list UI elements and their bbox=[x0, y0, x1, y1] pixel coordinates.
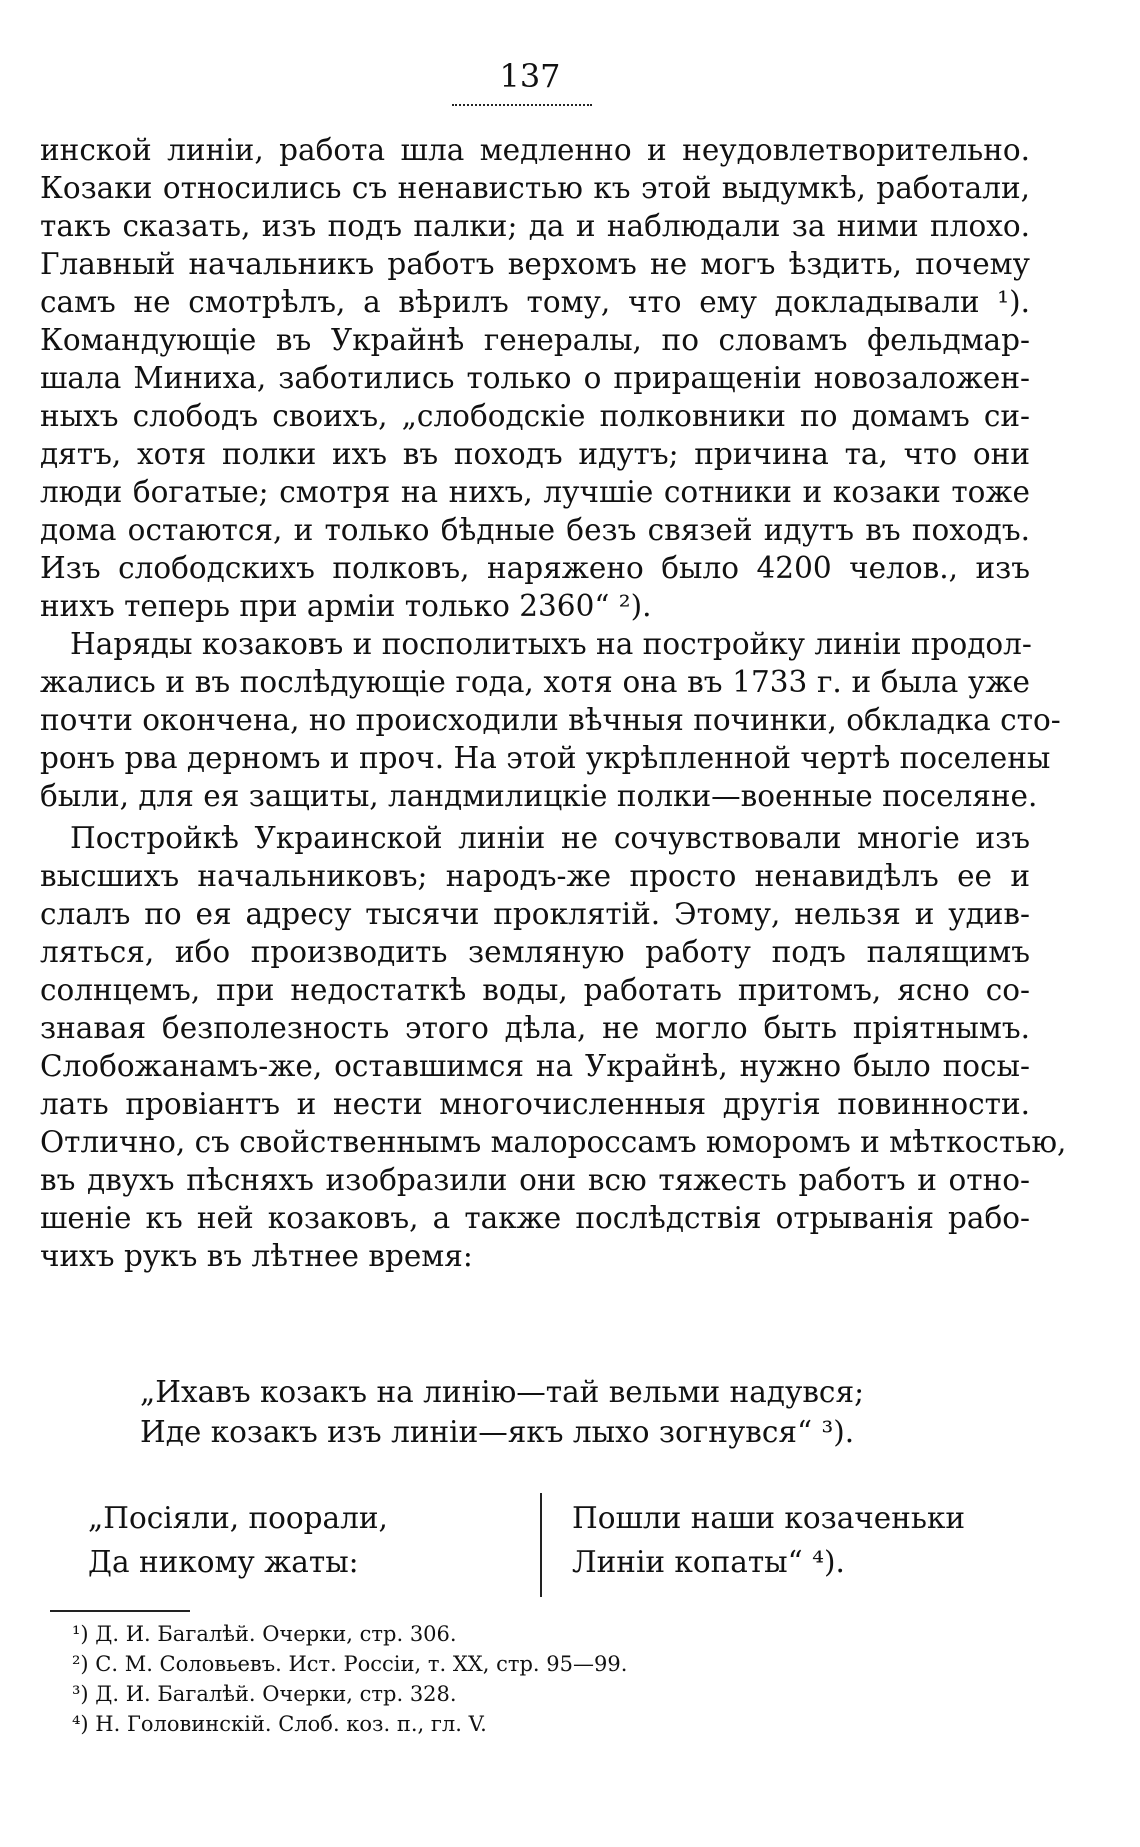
text-line: лать провіантъ и нести многочисленныя другія повинности. bbox=[40, 1087, 1030, 1121]
text-line: ляться, ибо производить земляную работу подъ палящимъ bbox=[40, 935, 1030, 969]
footnote: ¹) Д. И. Багалѣй. Очерки, стр. 306. bbox=[72, 1622, 457, 1646]
text-line: Главный начальникъ работъ верхомъ не могъ ѣздить, почему bbox=[40, 247, 1030, 281]
verse-line: Пошли наши козаченьки bbox=[572, 1501, 966, 1535]
text-line: Постройкѣ Украинской линіи не сочувствовали многіе изъ bbox=[70, 821, 1030, 855]
text-line: ныхъ слободъ своихъ, „слободскіе полковники по домамъ си- bbox=[40, 399, 1030, 433]
text-line: ронъ рва дерномъ и проч. На этой укрѣпленной чертѣ поселены bbox=[40, 741, 1051, 775]
text-line: Наряды козаковъ и посполитыхъ на постройку линіи продол- bbox=[70, 627, 1032, 661]
text-line: шала Миниха, заботились только о приращеніи новозаложен- bbox=[40, 361, 1030, 395]
text-line: въ двухъ пѣсняхъ изобразили они всю тяжесть работъ и отно- bbox=[40, 1163, 1030, 1197]
text-line: дома остаются, и только бѣдные безъ связей идутъ въ походъ. bbox=[40, 513, 1030, 547]
text-line: Изъ слободскихъ полковъ, наряжено было 4200 челов., изъ bbox=[40, 551, 1030, 585]
text-line: солнцемъ, при недостаткѣ воды, работать притомъ, ясно со- bbox=[40, 973, 1030, 1007]
verse-line: Линіи копаты“ ⁴). bbox=[572, 1545, 845, 1579]
text-line: нихъ теперь при арміи только 2360“ ²). bbox=[40, 589, 652, 623]
verse-line: Иде козакъ изъ линіи—якъ лыхо зогнувся“ ³). bbox=[140, 1415, 855, 1449]
footnote-rule bbox=[50, 1610, 190, 1612]
verse-line: Да никому жаты: bbox=[88, 1545, 359, 1579]
verse-line: „Ихавъ козакъ на линію—тай вельми надувся; bbox=[140, 1375, 865, 1409]
page-number-ornament bbox=[452, 98, 592, 106]
text-line: шеніе къ ней козаковъ, а также послѣдствія отрыванія рабо- bbox=[40, 1201, 1030, 1235]
footnote: ³) Д. И. Багалѣй. Очерки, стр. 328. bbox=[72, 1682, 457, 1706]
verse-divider bbox=[540, 1493, 542, 1597]
text-line: Козаки относились съ ненавистью къ этой выдумкѣ, работали, bbox=[40, 171, 1030, 205]
text-line: высшихъ начальниковъ; народъ-же просто ненавидѣлъ ее и bbox=[40, 859, 1030, 893]
text-line: чихъ рукъ въ лѣтнее время: bbox=[40, 1239, 473, 1273]
text-line: знавая безполезность этого дѣла, не могло быть пріятнымъ. bbox=[40, 1011, 1030, 1045]
footnote: ²) С. М. Соловьевъ. Ист. Россіи, т. XX, стр. 95—99. bbox=[72, 1652, 628, 1676]
text-line: инской линіи, работа шла медленно и неудовлетворительно. bbox=[40, 133, 1030, 167]
text-line: люди богатые; смотря на нихъ, лучшіе сотники и козаки тоже bbox=[40, 475, 1030, 509]
text-line: самъ не смотрѣлъ, а вѣрилъ тому, что ему докладывали ¹). bbox=[40, 285, 1030, 319]
footnote: ⁴) Н. Головинскій. Слоб. коз. п., гл. V. bbox=[72, 1712, 487, 1736]
text-line: жались и въ послѣдующіе года, хотя она въ 1733 г. и была уже bbox=[40, 665, 1030, 699]
text-line: дятъ, хотя полки ихъ въ походъ идутъ; причина та, что они bbox=[40, 437, 1030, 471]
text-line: такъ сказать, изъ подъ палки; да и наблюдали за ними плохо. bbox=[40, 209, 1030, 243]
text-line: слалъ по ея адресу тысячи проклятій. Этому, нельзя и удив- bbox=[40, 897, 1030, 931]
text-line: Слобожанамъ-же, оставшимся на Украйнѣ, нужно было посы- bbox=[40, 1049, 1030, 1083]
text-line: Отлично, съ свойственнымъ малороссамъ юморомъ и мѣткостью, bbox=[40, 1125, 1067, 1159]
text-line: Командующіе въ Украйнѣ генералы, по словамъ фельдмар- bbox=[40, 323, 1030, 357]
verse-line: „Посіяли, поорали, bbox=[88, 1501, 388, 1535]
text-line: были, для ея защиты, ландмилицкіе полки—военные поселяне. bbox=[40, 779, 1038, 813]
page-number: 137 bbox=[499, 57, 561, 95]
text-line: почти окончена, но происходили вѣчныя починки, обкладка сто- bbox=[40, 703, 1061, 737]
